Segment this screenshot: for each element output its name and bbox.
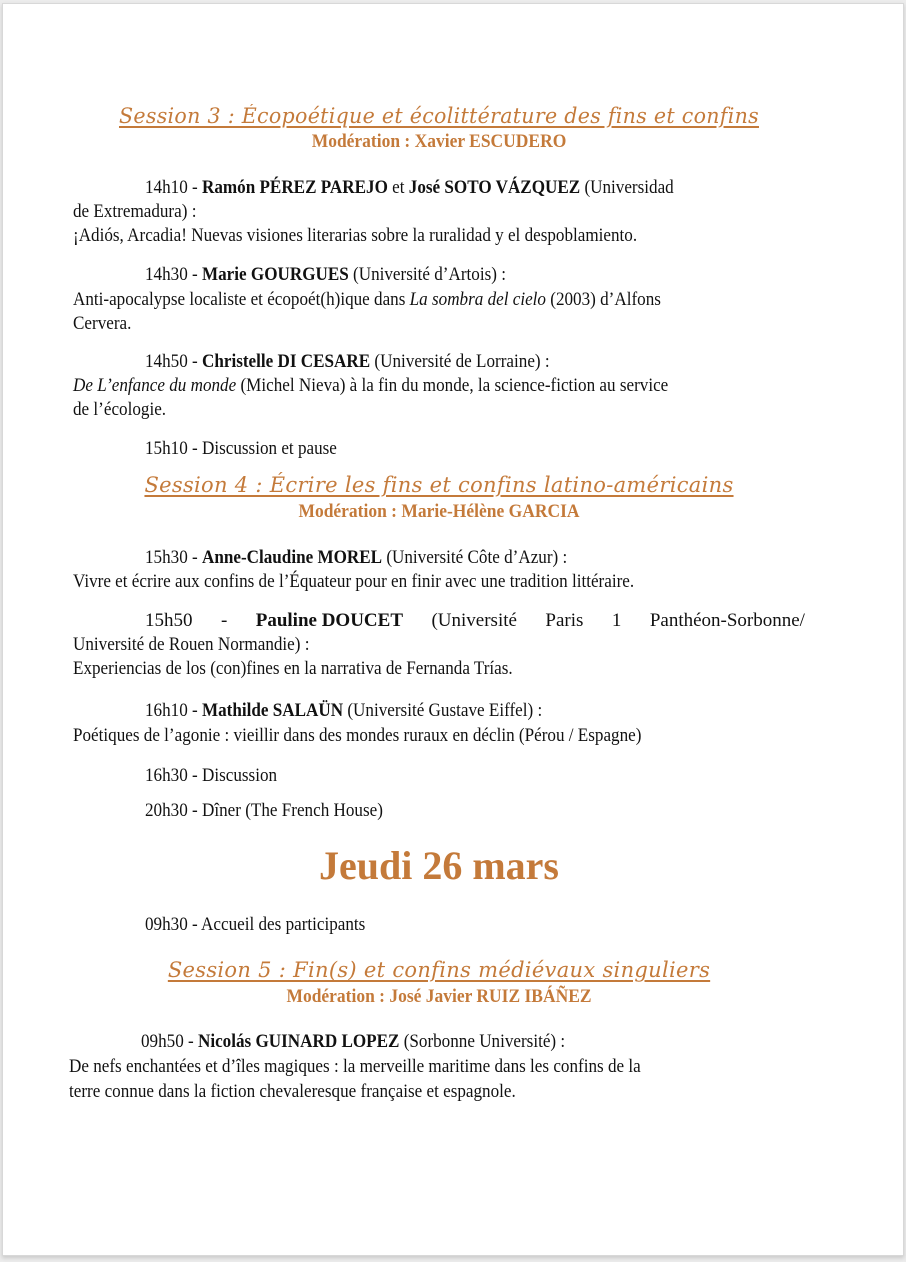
talk-title: ¡Adiós, Arcadia! Nuevas visiones literarias sobre la ruralidad y el despoblamiento.: [73, 225, 638, 246]
talk-title: De nefs enchantées et d’îles magiques : la merveille maritime dans les confins de la: [69, 1056, 641, 1077]
work-title: La sombra del cielo: [409, 289, 546, 310]
talk-09h50-header: 09h50 - Nicolás GUINARD LOPEZ (Sorbonne Université) :: [141, 1031, 566, 1052]
talk-16h10-header: 16h10 - Mathilde SALAÜN (Université Gustave Eiffel) :: [145, 700, 543, 721]
speaker-name: Ramón PÉREZ PAREJO: [201, 177, 388, 198]
affiliation: (Université Gustave Eiffel) :: [343, 700, 543, 721]
session-5-title: Session 5 : Fin(s) et confins médiévaux singuliers: [167, 958, 711, 982]
talk-14h50-header: 14h50 - Christelle DI CESARE (Université de Lorraine) :: [145, 351, 550, 372]
affiliation-continued: de Extremadura) :: [73, 201, 197, 222]
session-4-moderation: Modération : Marie-Hélène GARCIA: [298, 501, 580, 522]
affiliation: (Universidad: [580, 177, 674, 198]
session-3-title: Session 3 : Écopoétique et écolittérature des fins et confins: [118, 104, 759, 128]
speaker-name: Pauline DOUCET: [255, 610, 404, 631]
speaker-name: Marie GOURGUES: [201, 264, 349, 285]
talk-title-continued: terre connue dans la fiction chevaleresque française et espagnole.: [69, 1081, 516, 1102]
day-heading: Jeudi 26 mars: [319, 843, 559, 888]
welcome-item: 09h30 - Accueil des participants: [145, 914, 366, 935]
document-page: [2, 3, 904, 1256]
talk-15h50-header: 15h50 - Pauline DOUCET (Université Paris 1 Panthéon-Sorbonne/: [145, 610, 805, 631]
talk-title-continued: de l’écologie.: [73, 399, 167, 420]
work-title: De L’enfance du monde: [73, 375, 237, 396]
speaker-name: José SOTO VÁZQUEZ: [408, 177, 581, 198]
talk-14h10-header: 14h10 - Ramón PÉREZ PAREJO et José SOTO VÁZQUEZ (Universidad: [145, 177, 674, 198]
talk-14h30-header: 14h30 - Marie GOURGUES (Université d’Artois) :: [145, 264, 506, 285]
talk-title: Poétiques de l’agonie : vieillir dans des mondes ruraux en déclin (Pérou / Espagne): [73, 725, 642, 746]
affiliation-continued: Université de Rouen Normandie) :: [73, 634, 310, 655]
affiliation: (Université d’Artois) :: [348, 264, 506, 285]
affiliation: (Université Côte d’Azur) :: [382, 547, 568, 568]
talk-title: Vivre et écrire aux confins de l’Équateur pour en finir avec une tradition littéraire.: [73, 571, 635, 592]
affiliation: (Université de Lorraine) :: [370, 351, 550, 372]
talk-title: De L’enfance du monde (Michel Nieva) à la fin du monde, la science-fiction au service: [73, 375, 669, 396]
talk-title: Experiencias de los (con)fines en la narrativa de Fernanda Trías.: [73, 658, 513, 679]
talk-title: Anti-apocalypse localiste et écopoét(h)ique dans La sombra del cielo (2003) d’Alfons: [73, 289, 661, 310]
session-4-title: Session 4 : Écrire les fins et confins latino-américains: [144, 473, 734, 497]
session-3-moderation: Modération : Xavier ESCUDERO: [311, 131, 567, 152]
speaker-name: Mathilde SALAÜN: [201, 700, 344, 721]
talk-15h30-header: 15h30 - Anne-Claudine MOREL (Université Côte d’Azur) :: [145, 547, 568, 568]
break-item: 15h10 - Discussion et pause: [145, 438, 337, 459]
talk-title-continued: Cervera.: [73, 313, 132, 334]
speaker-name: Anne-Claudine MOREL: [201, 547, 383, 568]
speaker-name: Christelle DI CESARE: [201, 351, 371, 372]
dinner-item: 20h30 - Dîner (The French House): [145, 800, 383, 821]
session-5-moderation: Modération : José Javier RUIZ IBÁÑEZ: [286, 986, 592, 1007]
speaker-name: Nicolás GUINARD LOPEZ: [197, 1031, 400, 1052]
discussion-item: 16h30 - Discussion: [145, 765, 278, 786]
affiliation: (Sorbonne Université) :: [399, 1031, 566, 1052]
